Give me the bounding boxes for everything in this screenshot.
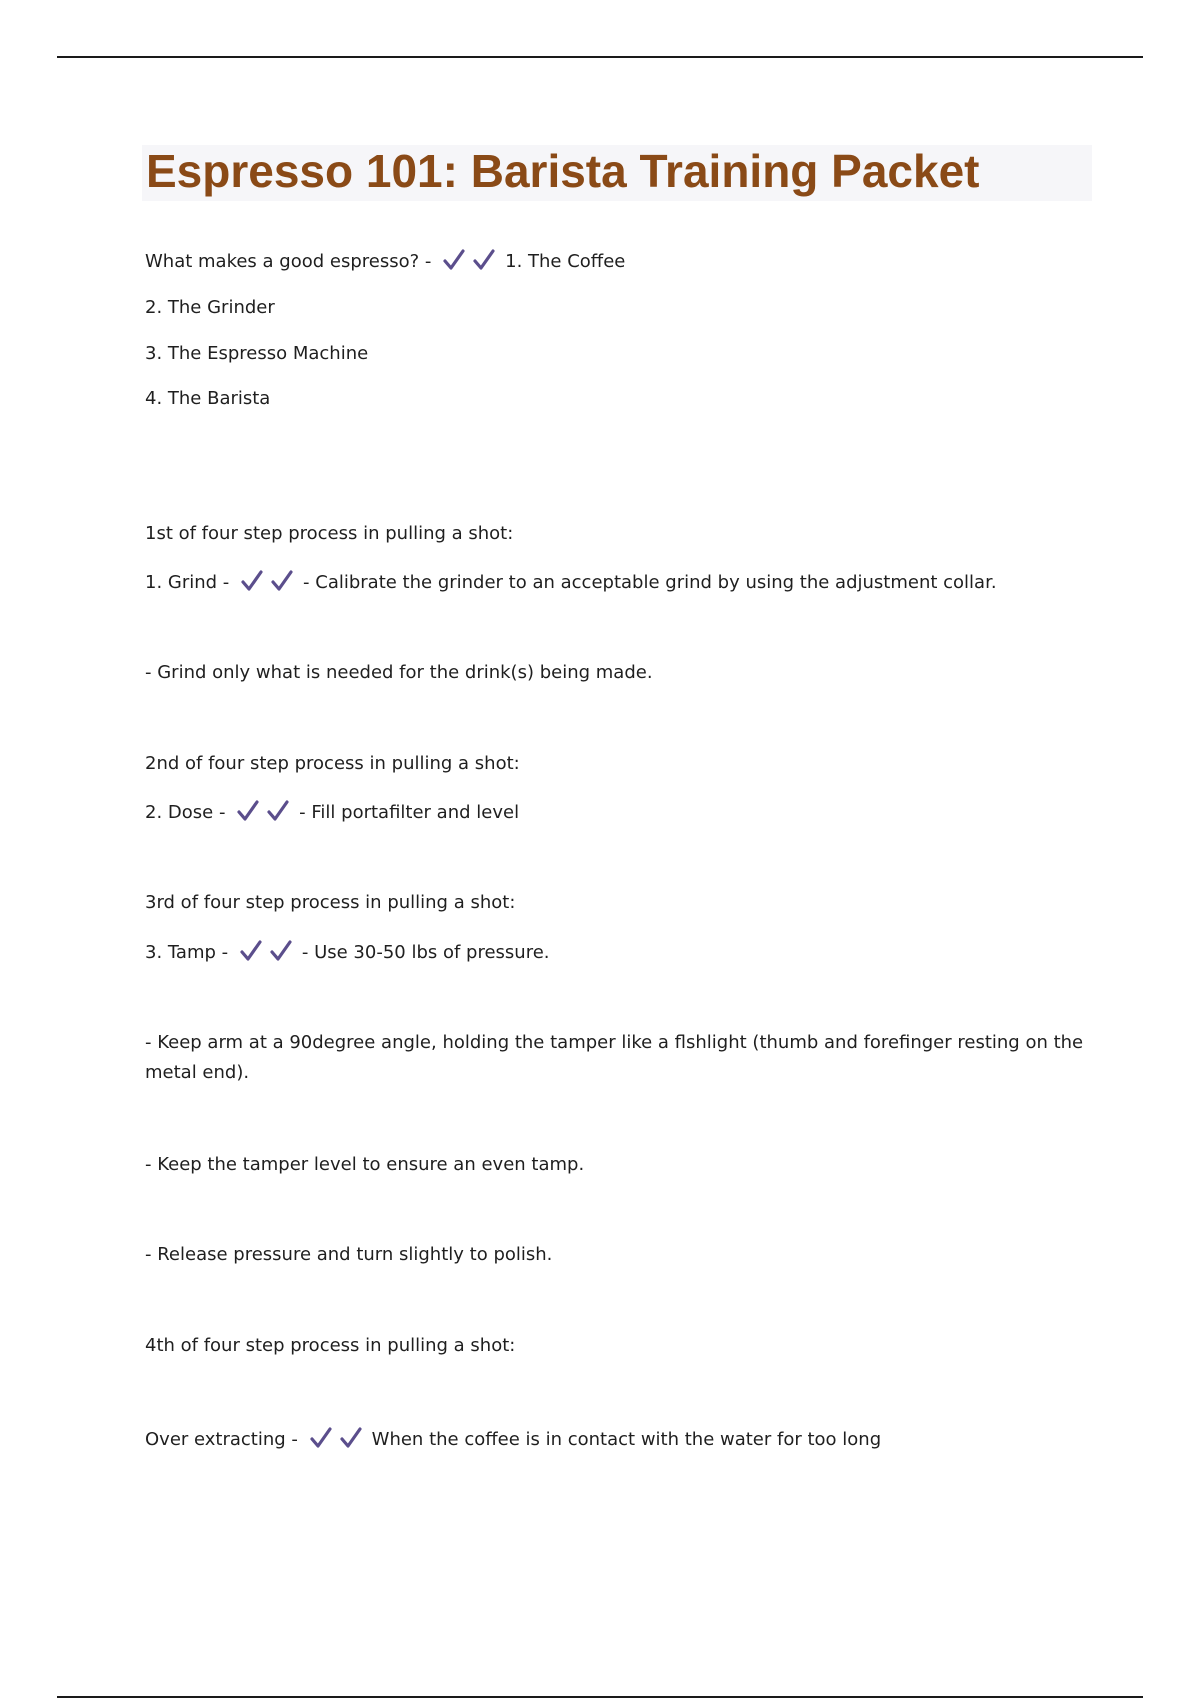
step1-checks	[241, 572, 301, 593]
check-mark-icon	[270, 939, 292, 963]
bottom-rule	[57, 1696, 1143, 1698]
over-extracting-line	[145, 1426, 881, 1453]
step3-note: - Release pressure and turn slightly to polish.	[145, 1244, 553, 1265]
q1-list-item: 2. The Grinder	[145, 297, 275, 318]
step3-answer	[145, 939, 550, 966]
check-mark-icon	[443, 248, 465, 272]
check-mark-icon	[473, 248, 495, 272]
over-extracting-term: Over extracting -	[145, 1429, 298, 1450]
over-extracting-checks	[310, 1429, 370, 1450]
step1-note: - Grind only what is needed for the drink(s) being made.	[145, 662, 653, 683]
step1-answer-text: - Calibrate the grinder to an acceptable grind by using the adjustment collar.	[303, 572, 997, 593]
q1-answer-first: 1. The Coffee	[505, 251, 626, 272]
check-mark-icon	[241, 569, 263, 593]
step2-answer-text: - Fill portafilter and level	[299, 802, 520, 823]
check-mark-icon	[237, 799, 259, 823]
step2-answer	[145, 799, 519, 826]
q1-line	[145, 248, 625, 275]
check-mark-icon	[267, 799, 289, 823]
step3-answer-text: - Use 30-50 lbs of pressure.	[301, 942, 550, 963]
step2-question: 2nd of four step process in pulling a shot:	[145, 753, 520, 774]
q1-prompt: What makes a good espresso? -	[145, 251, 432, 272]
step3-question: 3rd of four step process in pulling a shot:	[145, 892, 516, 913]
check-mark-icon	[240, 939, 262, 963]
top-rule	[57, 56, 1143, 58]
step1-answer-prefix: 1. Grind -	[145, 572, 230, 593]
step1-question: 1st of four step process in pulling a shot:	[145, 523, 514, 544]
step4-question: 4th of four step process in pulling a shot:	[145, 1335, 516, 1356]
q1-list-item: 3. The Espresso Machine	[145, 343, 369, 364]
step3-note: - Keep the tamper level to ensure an even tamp.	[145, 1154, 585, 1175]
step2-checks	[237, 802, 297, 823]
step2-answer-prefix: 2. Dose -	[145, 802, 226, 823]
check-mark-icon	[340, 1426, 362, 1450]
step3-answer-prefix: 3. Tamp -	[145, 942, 229, 963]
step3-note: - Keep arm at a 90degree angle, holding the tamper like a flshlight (thumb and forefinger resting on the metal end).	[145, 1032, 1084, 1083]
over-extracting-definition: When the coffee is in contact with the water for too long	[371, 1429, 882, 1450]
step1-answer	[145, 569, 997, 596]
step3-checks	[240, 942, 300, 963]
document-title: Espresso 101: Barista Training Packet	[146, 145, 980, 197]
check-mark-icon	[271, 569, 293, 593]
q1-checks	[443, 251, 503, 272]
check-mark-icon	[310, 1426, 332, 1450]
q1-list-item: 4. The Barista	[145, 388, 271, 409]
